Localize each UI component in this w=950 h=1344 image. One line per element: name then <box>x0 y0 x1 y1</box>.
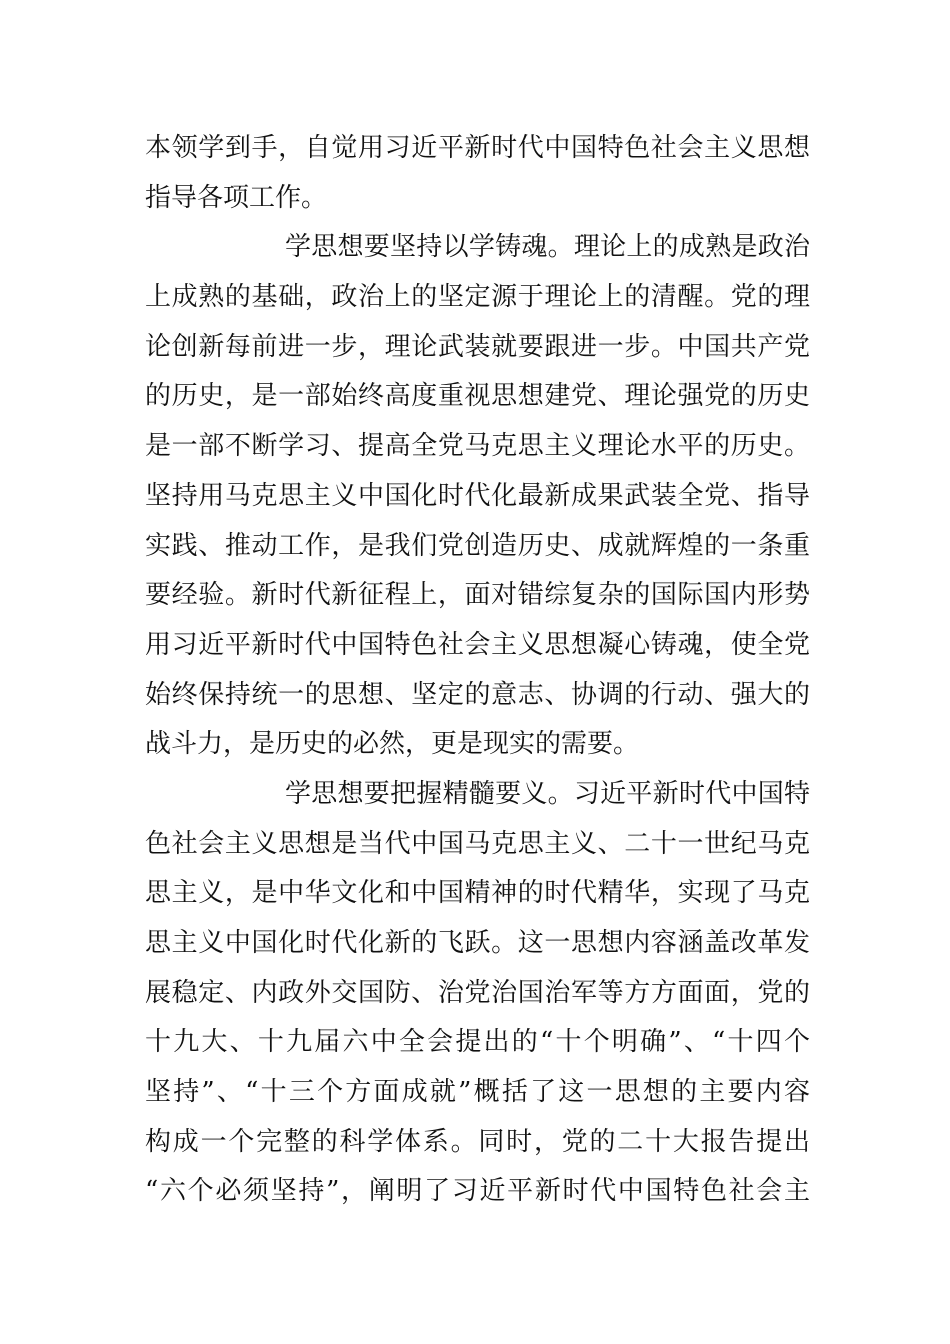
text-line: 坚持”、“十三个方面成就”概括了这一思想的主要内容 <box>145 1077 810 1108</box>
text-line: 用习近平新时代中国特色社会主义思想凝心铸魂，使全党 <box>145 629 810 660</box>
text-line: 思主义，是中华文化和中国精神的时代精华，实现了马克 <box>145 878 810 909</box>
text-line: 展稳定、内政外交国防、治党治国治军等方方面面，党的 <box>145 977 810 1008</box>
paragraph-grasp-essence <box>145 770 810 1217</box>
text-line: 始终保持统一的思想、坚定的意志、协调的行动、强大的 <box>145 679 810 710</box>
text-line: “六个必须坚持”，阐明了习近平新时代中国特色社会主 <box>145 1176 810 1207</box>
text-line: 学思想要把握精髓要义。习近平新时代中国特 <box>285 778 810 809</box>
document-body <box>145 124 810 1217</box>
text-line: 学思想要坚持以学铸魂。理论上的成熟是政治 <box>285 232 810 263</box>
text-line: 是一部不断学习、提高全党马克思主义理论水平的历史。 <box>145 431 810 462</box>
text-line: 要经验。新时代新征程上，面对错综复杂的国际国内形势 <box>145 580 810 611</box>
text-line: 本领学到手，自觉用习近平新时代中国特色社会主义思想 <box>145 133 810 163</box>
text-line: 战斗力，是历史的必然，更是现实的需要。 <box>145 729 640 760</box>
text-line: 构成一个完整的科学体系。同时，党的二十大报告提出 <box>145 1126 810 1157</box>
paragraph-learn-to-forge-soul <box>145 223 810 770</box>
text-line: 实践、推动工作，是我们党创造历史、成就辉煌的一条重 <box>145 530 810 561</box>
text-line: 十九大、十九届六中全会提出的“十个明确”、“十四个 <box>145 1027 810 1058</box>
text-line: 思主义中国化时代化新的飞跃。这一思想内容涵盖改革发 <box>145 928 810 958</box>
text-line: 上成熟的基础，政治上的坚定源于理论上的清醒。党的理 <box>145 282 810 313</box>
text-line: 色社会主义思想是当代中国马克思主义、二十一世纪马克 <box>145 828 810 859</box>
text-line: 的历史，是一部始终高度重视思想建党、理论强党的历史 <box>145 381 810 412</box>
text-line: 论创新每前进一步，理论武装就要跟进一步。中国共产党 <box>145 331 810 362</box>
text-line: 坚持用马克思主义中国化时代化最新成果武装全党、指导 <box>145 480 810 511</box>
text-line: 指导各项工作。 <box>145 182 328 213</box>
paragraph-continuation <box>145 124 810 223</box>
